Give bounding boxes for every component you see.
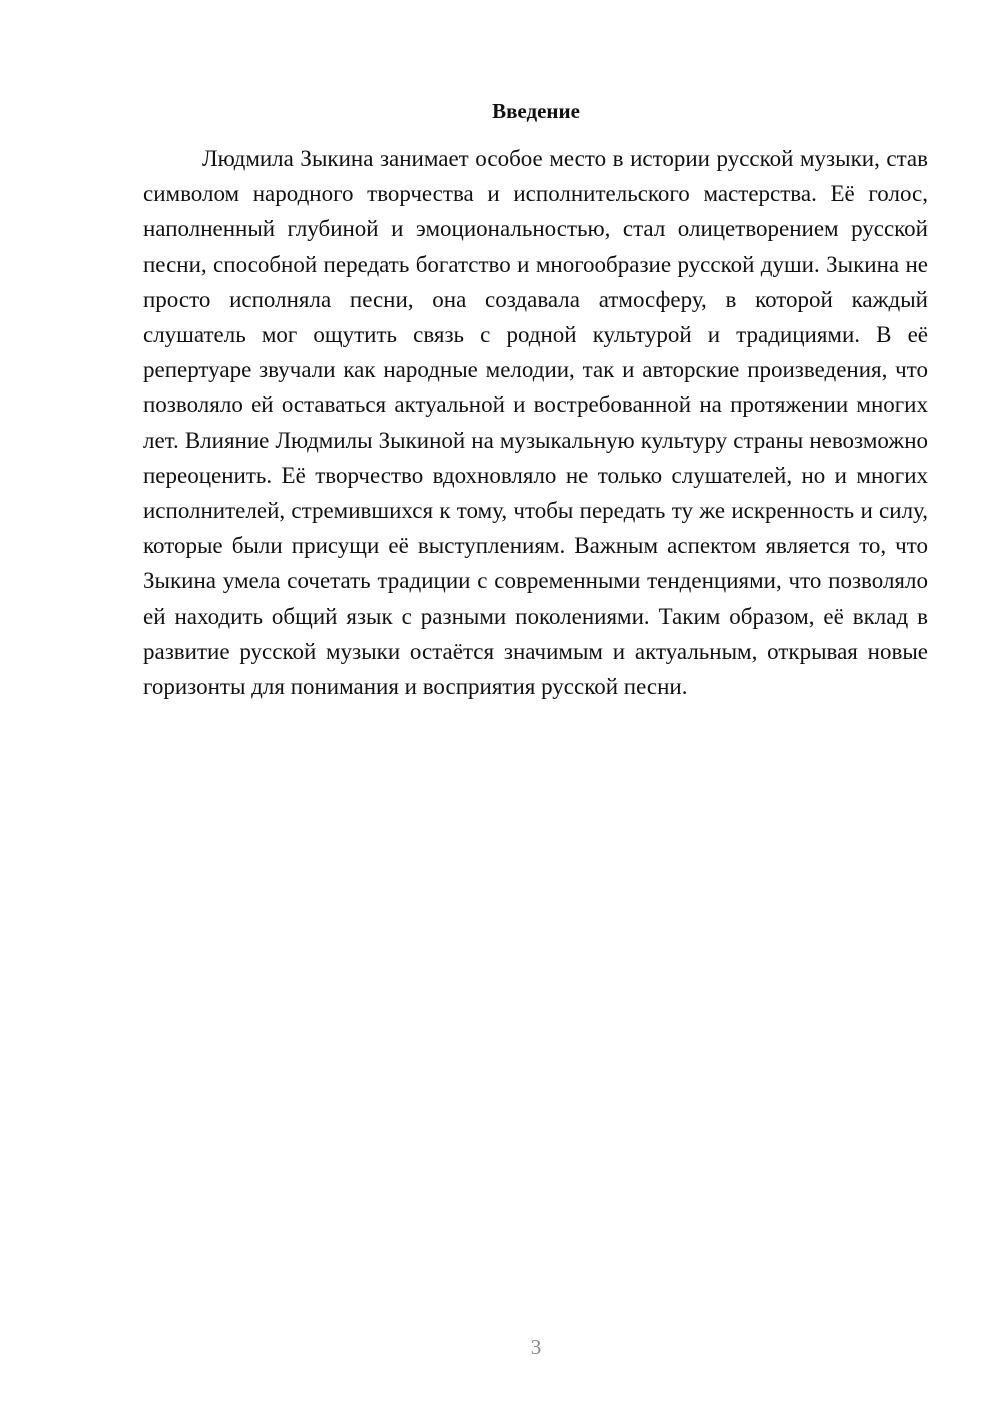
- page-number: 3: [530, 1335, 542, 1359]
- section-heading: Введение: [492, 99, 580, 123]
- body-paragraph: Людмила Зыкина занимает особое место в истории русской музыки, став символом народного творчества и исполнительского мастерства. Её голос, наполненный глубиной и эмоциональностью, стал олицетворением русской песни, способной передать богатство и многообразие русской души. Зыкина не просто исполняла песни, она создавала атмосферу, в которой каждый слушатель мог ощутить связь с родной культурой и традициями. В её репертуаре звучали как народные мелодии, так и авторские произведения, что позволяло ей оставаться актуальной и востребованной на протяжении многих лет. Влияние Людмилы Зыкиной на музыкальную культуру страны невозможно переоценить. Её творчество вдохновляло не только слушателей, но и многих исполнителей, стремившихся к тому, чтобы передать ту же искренность и силу, которые были присущи её выступлениям. Важным аспектом является то, что Зыкина умела сочетать традиции с современными тенденциями, что позволяло ей находить общий язык с разными поколениями. Таким образом, её вклад в развитие русской музыки остаётся значимым и актуальным, открывая новые горизонты для понимания и восприятия русской песни.: [143, 146, 928, 700]
